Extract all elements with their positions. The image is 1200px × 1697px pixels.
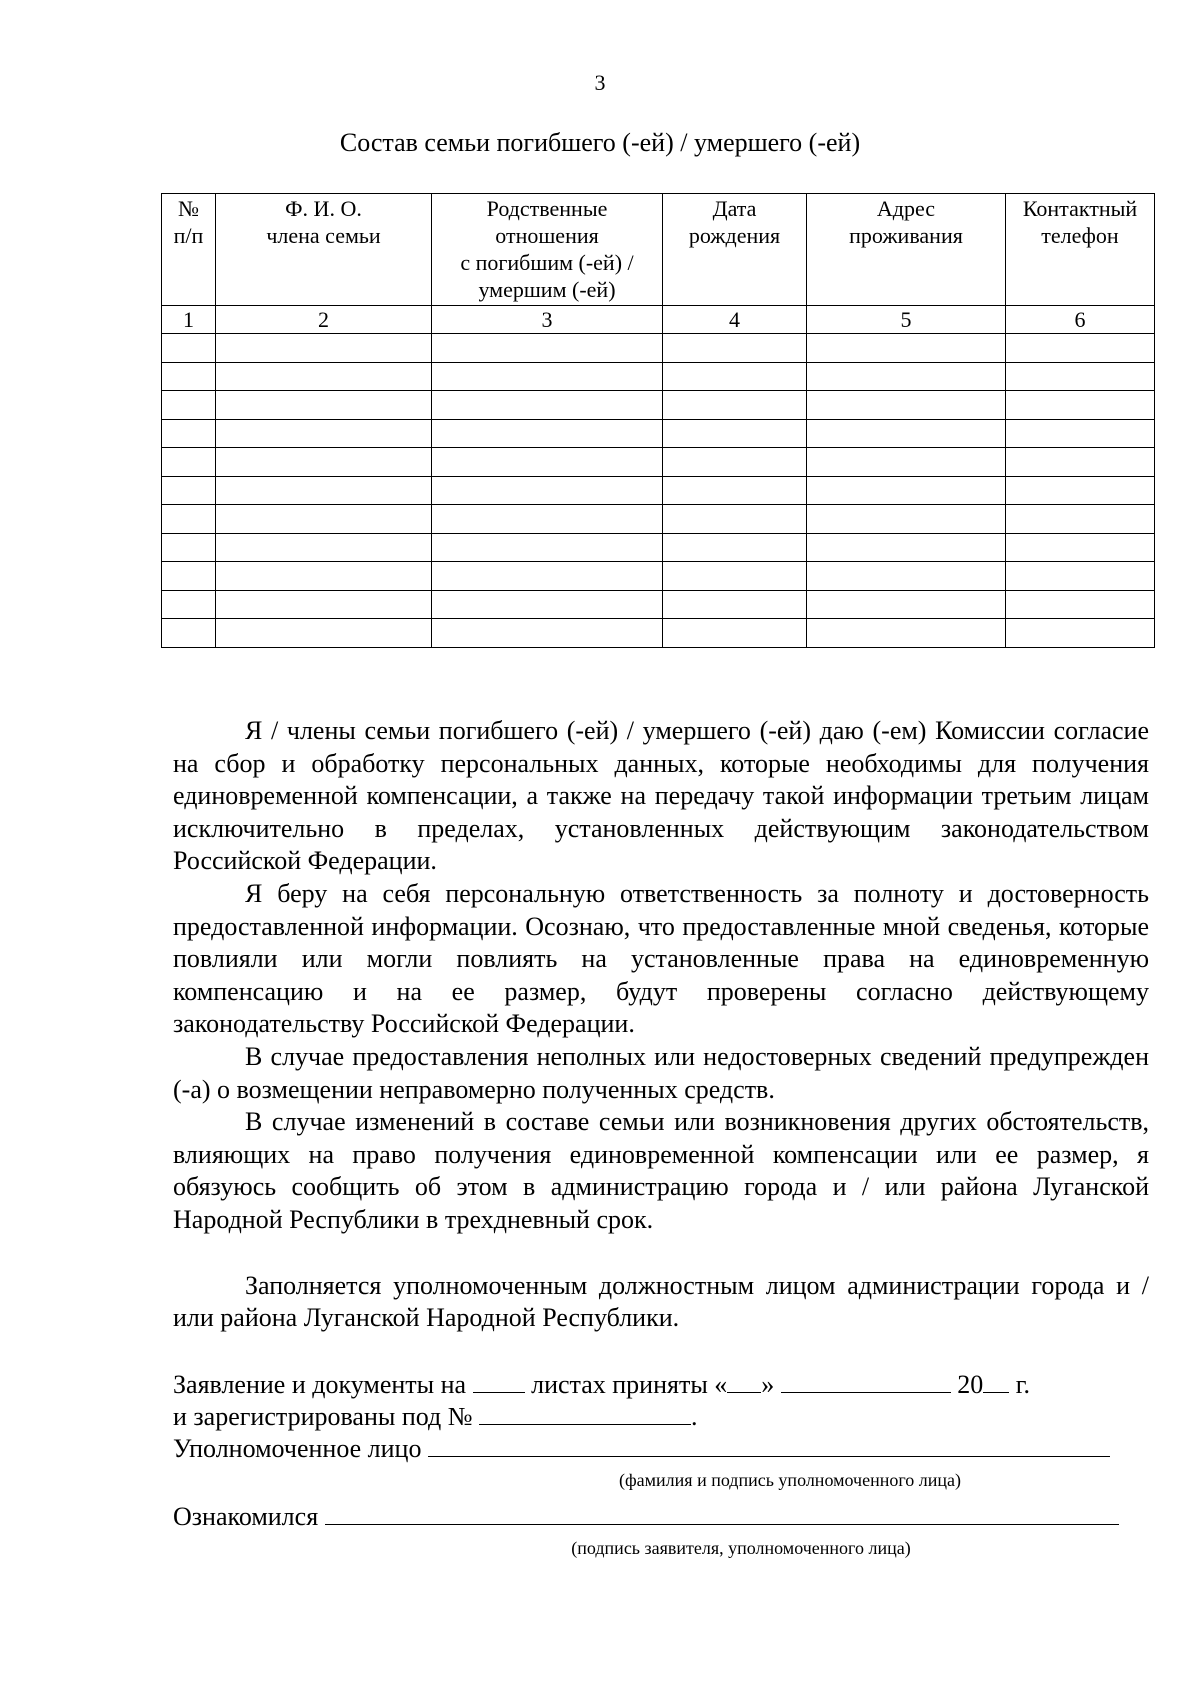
header-address: [807, 194, 1006, 306]
table-cell[interactable]: [1006, 590, 1155, 619]
consent-text: [173, 715, 1149, 1335]
table-cell[interactable]: [162, 362, 216, 391]
authorized-signature-field[interactable]: [428, 1432, 1110, 1457]
table-cell[interactable]: [807, 334, 1006, 363]
family-composition-table: [161, 193, 1155, 648]
table-cell[interactable]: [432, 619, 663, 648]
header-birth-date-line: Дата: [712, 196, 757, 221]
header-phone-line: Контактный: [1022, 196, 1138, 221]
table-cell[interactable]: [432, 590, 663, 619]
page-number: 3: [594, 70, 606, 95]
column-number-cell: 4: [663, 306, 807, 334]
table-row: [162, 419, 1155, 448]
responsibility-paragraph: Я беру на себя персональную ответственность за полноту и достоверность предоставленной информации. Осознаю, что предоставленные мной сведенья, которые повлияли или могли повлиять на установленные права на единовременную компенсацию и на ее размер, будут проверены согласно действующему законодательству Российской Федерации.: [173, 878, 1149, 1039]
header-relationship-line: умершим (-ей): [478, 277, 616, 302]
table-cell[interactable]: [432, 533, 663, 562]
header-number-line: №: [178, 196, 199, 221]
table-cell[interactable]: [1006, 391, 1155, 420]
year-suffix: г.: [1015, 1370, 1031, 1399]
quote-close: »: [761, 1370, 775, 1399]
table-cell[interactable]: [432, 391, 663, 420]
table-cell[interactable]: [162, 391, 216, 420]
table-cell[interactable]: [1006, 419, 1155, 448]
table-cell[interactable]: [807, 419, 1006, 448]
header-address-line: Адрес: [876, 196, 936, 221]
column-number-cell: 5: [807, 306, 1006, 334]
table-row: [162, 590, 1155, 619]
table-cell[interactable]: [216, 505, 432, 534]
table-cell[interactable]: [663, 476, 807, 505]
table-cell[interactable]: [162, 419, 216, 448]
table-cell[interactable]: [162, 448, 216, 477]
table-row: [162, 562, 1155, 591]
registered-suffix: .: [691, 1402, 698, 1431]
table-cell[interactable]: [432, 505, 663, 534]
column-number-cell: 3: [432, 306, 663, 334]
table-cell[interactable]: [1006, 448, 1155, 477]
accepted-line: [173, 1368, 1030, 1400]
table-cell[interactable]: [216, 590, 432, 619]
table-cell[interactable]: [807, 448, 1006, 477]
authorized-caption: (фамилия и подпись уполномоченного лица): [619, 1470, 961, 1490]
authorized-line: [173, 1432, 1110, 1464]
table-row: [162, 391, 1155, 420]
acquainted-label: Ознакомился: [173, 1502, 319, 1531]
acquainted-line: [173, 1500, 1119, 1532]
acquainted-signature-field[interactable]: [325, 1500, 1119, 1525]
header-birth-date-line: рождения: [688, 223, 781, 248]
document-title: Состав семьи погибшего (-ей) / умершего (-ей): [339, 128, 861, 157]
table-cell[interactable]: [1006, 362, 1155, 391]
table-cell[interactable]: [663, 562, 807, 591]
table-cell[interactable]: [216, 334, 432, 363]
table-cell[interactable]: [807, 505, 1006, 534]
table-cell[interactable]: [162, 533, 216, 562]
table-cell[interactable]: [162, 562, 216, 591]
table-cell[interactable]: [162, 476, 216, 505]
obligation-paragraph: В случае изменений в составе семьи или возникновения других обстоятельств, влияющих на право получения единовременной компенсации или ее размер, я обязуюсь сообщить об этом в администрацию города и / или района Луганской Народной Республики в трехдневный срок.: [173, 1107, 1149, 1234]
table-cell[interactable]: [663, 419, 807, 448]
table-cell[interactable]: [1006, 619, 1155, 648]
table-cell[interactable]: [162, 590, 216, 619]
month-field[interactable]: [781, 1368, 951, 1393]
table-row: [162, 476, 1155, 505]
table-cell[interactable]: [432, 419, 663, 448]
table-cell[interactable]: [807, 533, 1006, 562]
consent-paragraph: Я / члены семьи погибшего (-ей) / умершего (-ей) даю (-ем) Комиссии согласие на сбор и обработку персональных данных, которые необходимы для получения единовременной компенсации, а также на передачу такой информации третьим лицам исключительно в пределах, установленных действующим законодательством Российской Федерации.: [173, 716, 1149, 876]
table-header-row: [162, 194, 1155, 306]
table-cell[interactable]: [663, 448, 807, 477]
column-number-cell: 1: [162, 306, 216, 334]
table-cell[interactable]: [432, 448, 663, 477]
table-cell[interactable]: [663, 505, 807, 534]
table-cell[interactable]: [432, 562, 663, 591]
table-cell[interactable]: [807, 590, 1006, 619]
table-cell[interactable]: [807, 476, 1006, 505]
table-row: [162, 533, 1155, 562]
registration-number-field[interactable]: [479, 1400, 691, 1425]
warning-paragraph: В случае предоставления неполных или недостоверных сведений предупрежден (-а) о возмещении неправомерно полученных средств.: [173, 1041, 1149, 1104]
header-number-line: п/п: [173, 223, 204, 248]
header-relationship: [432, 194, 663, 306]
table-row: [162, 448, 1155, 477]
table-cell[interactable]: [663, 590, 807, 619]
table-cell[interactable]: [432, 476, 663, 505]
table-cell[interactable]: [807, 391, 1006, 420]
table-cell[interactable]: [216, 533, 432, 562]
table-cell[interactable]: [216, 562, 432, 591]
table-cell[interactable]: [162, 334, 216, 363]
column-number-cell: 2: [216, 306, 432, 334]
header-full-name-line: Ф. И. О.: [285, 196, 362, 221]
year-prefix: 20: [957, 1370, 984, 1399]
registered-prefix: и зарегистрированы под №: [173, 1402, 473, 1431]
header-number: [162, 194, 216, 306]
official-note: Заполняется уполномоченным должностным лицом администрации города и / или района Луганской Народной Республики.: [173, 1270, 1149, 1333]
table-cell[interactable]: [216, 362, 432, 391]
table-cell[interactable]: [807, 362, 1006, 391]
acquainted-caption: (подпись заявителя, уполномоченного лица): [571, 1538, 911, 1558]
table-cell[interactable]: [663, 391, 807, 420]
table-row: [162, 334, 1155, 363]
table-cell[interactable]: [432, 334, 663, 363]
column-number-cell: 6: [1006, 306, 1155, 334]
table-cell[interactable]: [663, 619, 807, 648]
table-row: [162, 505, 1155, 534]
header-relationship-line: Родственные: [486, 196, 608, 221]
year-field[interactable]: [983, 1368, 1009, 1393]
header-relationship-line: с погибшим (-ей) /: [460, 250, 634, 275]
table-cell[interactable]: [1006, 505, 1155, 534]
accepted-middle: листах приняты «: [531, 1370, 728, 1399]
table-cell[interactable]: [807, 619, 1006, 648]
table-cell[interactable]: [216, 448, 432, 477]
table-cell[interactable]: [162, 505, 216, 534]
header-relationship-line: отношения: [495, 223, 599, 248]
table-row: [162, 619, 1155, 648]
table-cell[interactable]: [1006, 533, 1155, 562]
day-field[interactable]: [727, 1368, 761, 1393]
sheet-count-field[interactable]: [473, 1368, 525, 1393]
table-cell[interactable]: [1006, 562, 1155, 591]
table-cell[interactable]: [162, 619, 216, 648]
header-phone: [1006, 194, 1155, 306]
registered-line: [173, 1400, 698, 1432]
table-cell[interactable]: [1006, 334, 1155, 363]
table-cell[interactable]: [1006, 476, 1155, 505]
header-full-name-line: члена семьи: [266, 223, 381, 248]
table-cell[interactable]: [807, 562, 1006, 591]
table-cell[interactable]: [432, 362, 663, 391]
header-birth-date: [663, 194, 807, 306]
table-cell[interactable]: [663, 533, 807, 562]
column-number-row: [162, 306, 1155, 334]
table-cell[interactable]: [216, 476, 432, 505]
table-cell[interactable]: [663, 334, 807, 363]
table-cell[interactable]: [663, 362, 807, 391]
table-cell[interactable]: [216, 391, 432, 420]
authorized-label: Уполномоченное лицо: [173, 1434, 422, 1463]
header-full-name: [216, 194, 432, 306]
header-address-line: проживания: [849, 223, 963, 248]
table-row: [162, 362, 1155, 391]
table-cell[interactable]: [216, 619, 432, 648]
accepted-prefix: Заявление и документы на: [173, 1370, 467, 1399]
header-phone-line: телефон: [1041, 223, 1119, 248]
table-cell[interactable]: [216, 419, 432, 448]
